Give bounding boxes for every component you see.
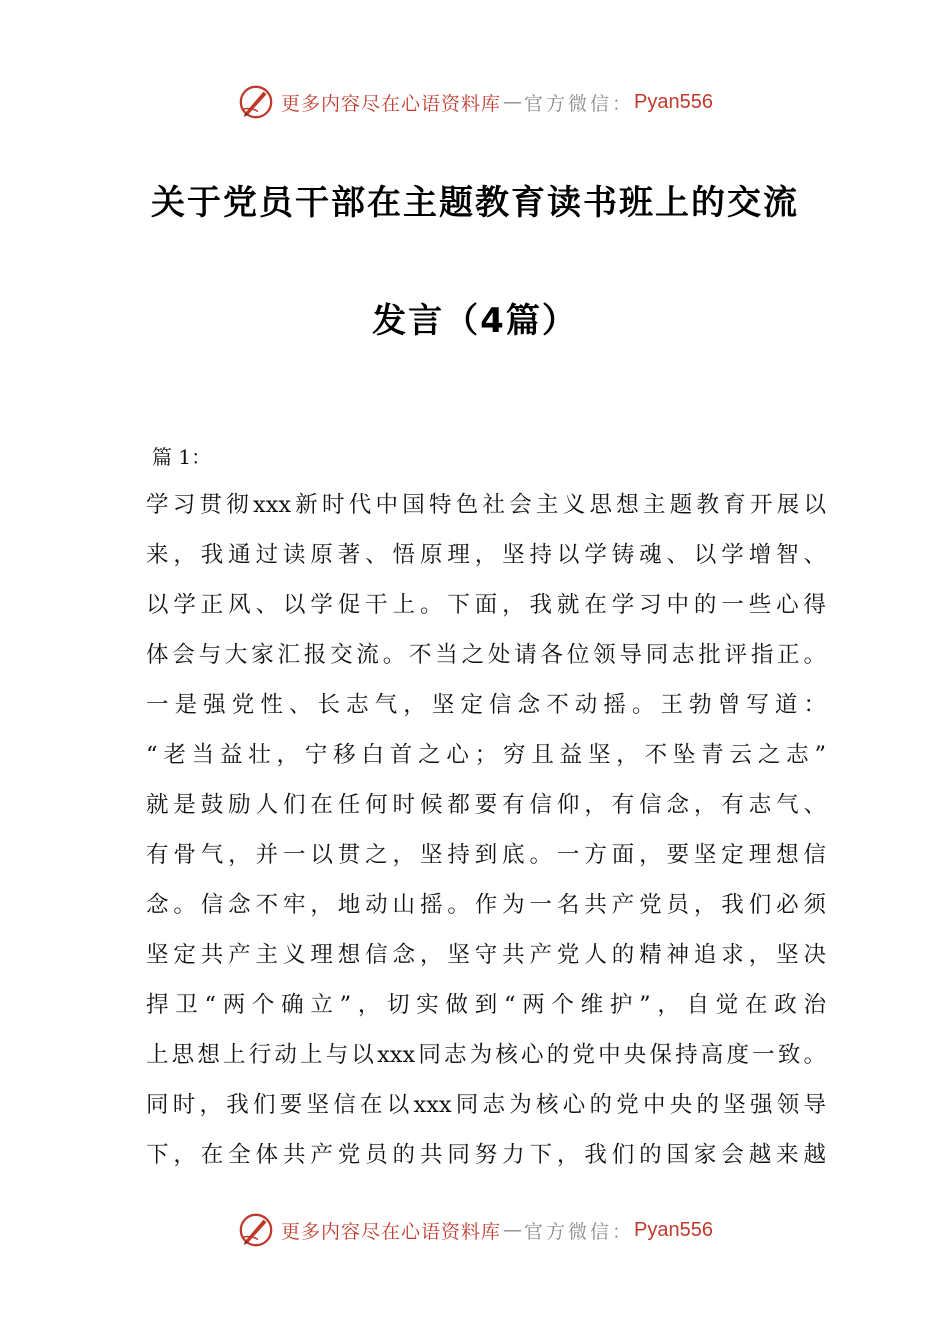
watermark-slogan: 更多内容尽在心语资料库	[281, 92, 502, 115]
paragraph-line: 就是鼓励人们在任何时候都要有信仰，有信念，有志气、	[146, 792, 826, 818]
document-title-line-1: 关于党员干部在主题教育读书班上的交流	[151, 183, 799, 223]
watermark-wechat-id: Pyan556	[634, 90, 713, 113]
watermark-slogan: 更多内容尽在心语资料库	[281, 1220, 502, 1243]
paragraph-line: 体会与大家汇报交流。不当之处请各位领导同志批评指正。	[146, 642, 826, 668]
paragraph-line: 同时，我们要坚信在以xxx同志为核心的党中央的坚强领导	[146, 1092, 826, 1118]
section-label: 篇 1：	[152, 445, 212, 469]
paragraph-line: 坚定共产主义理想信念，坚守共产党人的精神追求，坚决	[146, 942, 826, 968]
header-watermark	[0, 80, 950, 124]
pen-circle-icon	[237, 1211, 275, 1249]
paragraph-line: 下，在全体共产党员的共同努力下，我们的国家会越来越	[146, 1142, 826, 1168]
paragraph-line: 有骨气，并一以贯之，坚持到底。一方面，要坚定理想信	[146, 842, 826, 868]
paragraph-line: “老当益壮，宁移白首之心；穷且益坚，不坠青云之志”	[146, 742, 826, 768]
paragraph-line: 来，我通过读原著、悟原理，坚持以学铸魂、以学增智、	[146, 542, 826, 568]
paragraph-line: 一是强党性、长志气，坚定信念不动摇。王勃曾写道：	[146, 692, 826, 718]
watermark-separator: —	[503, 91, 523, 113]
paragraph-line: 念。信念不牢，地动山摇。作为一名共产党员，我们必须	[146, 892, 826, 918]
paragraph-line: 上思想上行动上与以xxx同志为核心的党中央保持高度一致。	[146, 1042, 826, 1068]
watermark-official-label: 官方微信：	[524, 1220, 635, 1243]
paragraph-line: 学习贯彻xxx新时代中国特色社会主义思想主题教育开展以	[146, 492, 826, 518]
pen-circle-icon	[237, 83, 275, 121]
watermark-wechat-id: Pyan556	[634, 1218, 713, 1241]
watermark-official-label: 官方微信：	[524, 92, 635, 115]
document-title-line-2: 发言（4篇）	[372, 301, 578, 341]
footer-watermark	[0, 1208, 950, 1252]
watermark-separator: —	[503, 1219, 523, 1241]
body-paragraph	[146, 480, 826, 1180]
paragraph-line: 以学正风、以学促干上。下面，我就在学习中的一些心得	[146, 592, 826, 618]
paragraph-line: 捍卫“两个确立”，切实做到“两个维护”，自觉在政治	[146, 992, 826, 1018]
